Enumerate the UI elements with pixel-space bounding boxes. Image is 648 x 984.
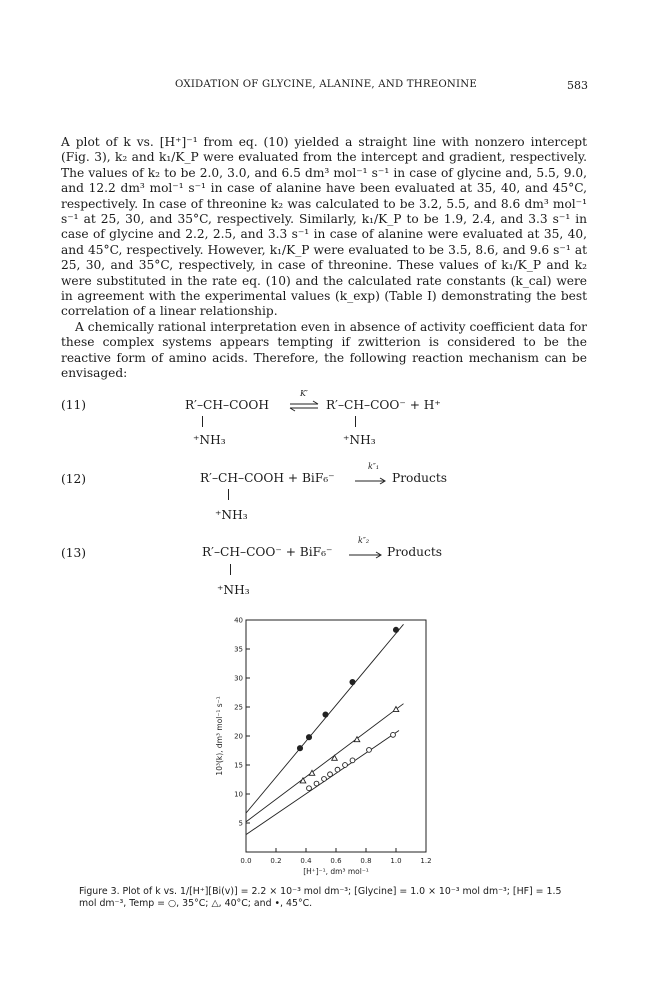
series-3-fit-line: [246, 624, 404, 813]
data-point-open-circle: [343, 763, 348, 768]
x-axis-label: [H⁺]⁻¹, dm³ mol⁻¹: [303, 867, 369, 876]
data-point-open-circle: [307, 786, 312, 791]
body-text: [61, 135, 587, 382]
y-tick-label: 25: [234, 703, 243, 712]
figure-3: [200, 608, 450, 878]
equation-11-right: R′–CH–COO⁻ + H⁺: [326, 398, 441, 412]
equation-13-sub-left: ⁺NH₃: [217, 583, 250, 597]
paragraph-1: A plot of k vs. [H⁺]⁻¹ from eq. (10) yielded a straight line with nonzero intercept (Fig. 3), k₂ and k₁/K_P were evaluated from the intercept and gradient, respectively. The values of k₂ to be 2.0, 3.0, and 6.5 dm³ mol⁻¹ s⁻¹ in case of glycine and, 5.5, 9.0, and 12.2 dm³ mol⁻¹ s⁻¹ in case of alanine have been evaluated at 35, 40, and 45°C, respectively. In case of threonine k₂ was calculated to be 3.2, 5.5, and 8.6 dm³ mol⁻¹ s⁻¹ at 25, 30, and 35°C, respectively. Similarly, k₁/K_P to be 1.9, 2.4, and 3.3 s⁻¹ in case of glycine and 2.2, 2.5, and 3.3 s⁻¹ in case of alanine were evaluated at 35, 40, and 45°C, respectively. However, k₁/K_P were evaluated to be 3.5, 8.6, and 9.6 s⁻¹ at 25, 30, and 35°C, respectively, in case of threonine. These values of k₁/K_P and k₂ were substituted in the rate eq. (10) and the calculated rate constants (k_cal) were in agreement with the experimental values (k_exp) (Table I) demonstrating the best correlation of a linear relationship.: [61, 135, 587, 319]
x-tick-label: 0.8: [360, 857, 372, 865]
y-axis-label: 10³(k), dm³ mol⁻¹ s⁻¹: [215, 696, 224, 776]
running-title: OXIDATION OF GLYCINE, ALANINE, AND THREONINE: [175, 79, 477, 90]
equation-11-left: R′–CH–COOH: [185, 398, 270, 412]
reaction-arrow-icon: [355, 478, 387, 484]
bond-line: [228, 489, 229, 500]
equation-13-right: Products: [387, 545, 442, 559]
x-tick-label: 0.4: [300, 857, 312, 865]
x-tick-label: 0.6: [330, 857, 342, 865]
data-point-open-circle: [328, 772, 333, 777]
equation-11-arrow-label: K′: [300, 389, 308, 398]
data-point-triangle: [393, 707, 399, 712]
page-number: 583: [567, 79, 588, 92]
data-point-open-circle: [335, 767, 340, 772]
data-point-open-circle: [314, 781, 319, 786]
equation-11-sub-right: ⁺NH₃: [343, 433, 376, 447]
plot-frame: [246, 620, 426, 852]
paragraph-2: A chemically rational interpretation even in absence of activity coefficient data for these complex systems appears tempting if zwitterion is considered to be the reactive form of amino acids. Therefore, the following reaction mechanism can be envisaged:: [61, 319, 587, 381]
x-tick-label: 0.0: [240, 857, 252, 865]
x-tick-label: 0.2: [270, 857, 282, 865]
data-point-open-circle: [350, 758, 355, 763]
y-tick-label: 40: [234, 616, 243, 625]
data-point-open-circle: [391, 732, 396, 737]
data-point-filled-circle: [323, 712, 328, 717]
y-tick-label: 10: [234, 790, 243, 799]
running-header: [0, 79, 648, 95]
equation-12-sub-left: ⁺NH₃: [215, 508, 248, 522]
reaction-arrow-icon: [349, 552, 383, 558]
equation-13-number: (13): [61, 546, 87, 560]
y-tick-label: 30: [234, 674, 243, 683]
series-1-fit-line: [246, 730, 399, 834]
bond-line: [355, 416, 356, 427]
figure-3-chart: [200, 608, 450, 878]
figure-caption: Figure 3. Plot of k vs. 1/[H⁺][Bi(v)] = 2.2 × 10⁻³ mol dm⁻³; [Glycine] = 1.0 × 10⁻³ mol dm⁻³; [HF] = 1.5 mol dm⁻³, Temp = ○, 35°C; △, 40°C; and •, 45°C.: [79, 886, 562, 909]
equation-13-left: R′–CH–COO⁻ + BiF₆⁻: [202, 545, 333, 559]
equilibrium-arrow-icon: [290, 402, 320, 412]
bond-line: [230, 564, 231, 575]
equation-12-number: (12): [61, 472, 87, 486]
data-point-triangle: [332, 755, 338, 760]
y-tick-label: 5: [238, 819, 243, 828]
equation-11-sub-left: ⁺NH₃: [193, 433, 226, 447]
equation-12-left: R′–CH–COOH + BiF₆⁻: [200, 471, 335, 485]
bond-line: [202, 416, 203, 427]
data-point-filled-circle: [350, 679, 355, 684]
x-tick-label: 1.0: [390, 857, 402, 865]
data-point-open-circle: [367, 748, 372, 753]
data-point-open-circle: [322, 777, 327, 782]
data-point-filled-circle: [306, 735, 311, 740]
y-tick-label: 35: [234, 645, 243, 654]
equation-11-number: (11): [61, 398, 87, 412]
y-tick-label: 15: [234, 761, 243, 770]
equation-12-right: Products: [392, 471, 447, 485]
x-tick-label: 1.2: [420, 857, 432, 865]
y-tick-label: 20: [234, 732, 243, 741]
equation-12-arrow-label: k″₁: [368, 462, 380, 471]
equation-13-arrow-label: k″₂: [358, 536, 370, 545]
data-point-filled-circle: [393, 627, 398, 632]
data-point-filled-circle: [297, 746, 302, 751]
series-2-fit-line: [246, 704, 404, 822]
